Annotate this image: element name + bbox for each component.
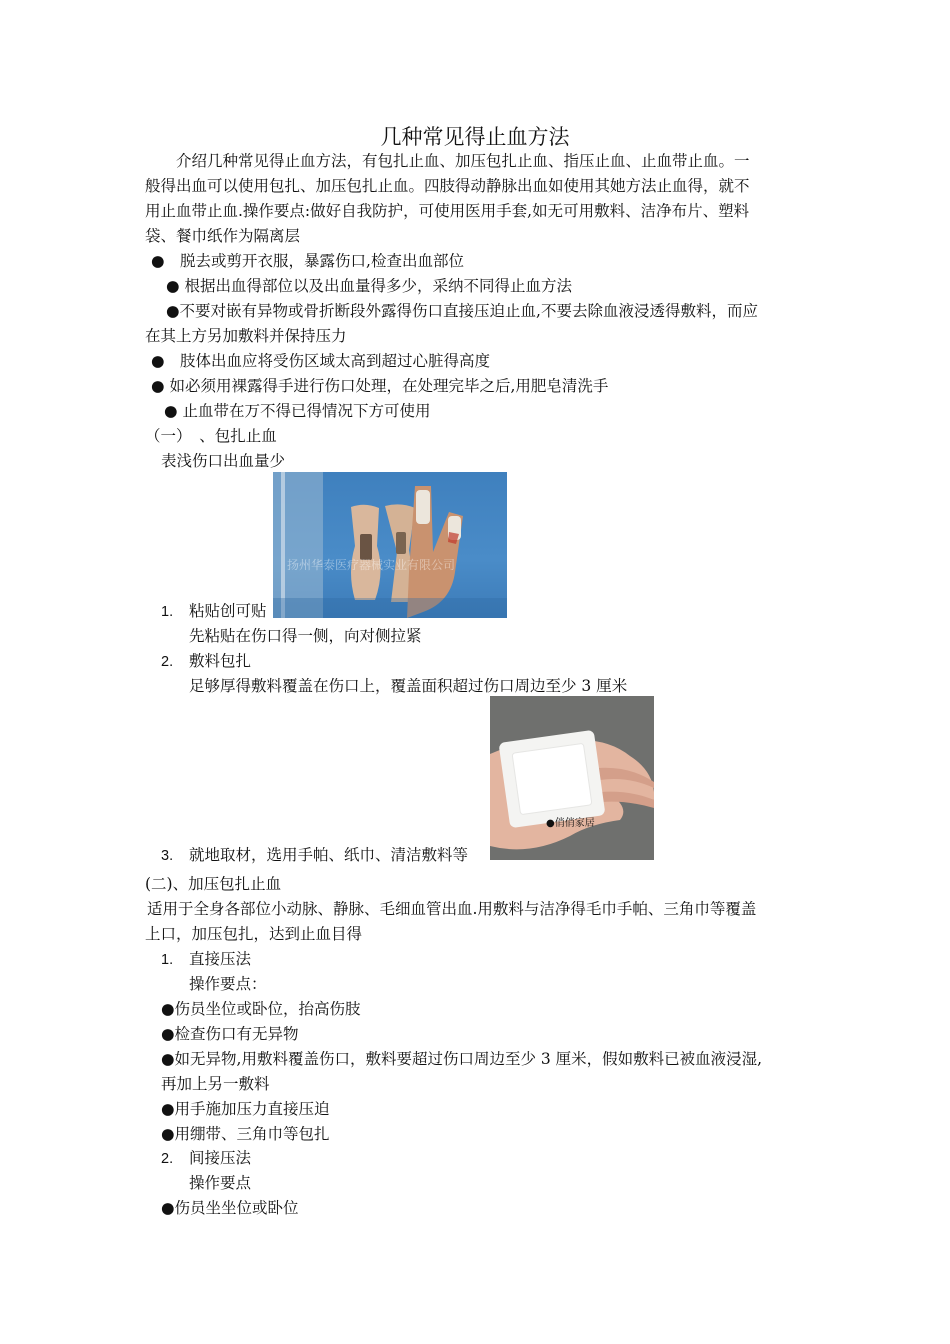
- item-subheading: 操作要点: [189, 1174, 252, 1192]
- bullet-item: ● 止血带在万不得已得情况下方可使用: [164, 402, 431, 420]
- item-label: 敷料包扎: [189, 652, 252, 670]
- item-detail: 先粘贴在伤口得一侧，向对侧拉紧: [189, 627, 422, 645]
- bullet-item: ●伤员坐坐位或卧位: [161, 1199, 299, 1217]
- page-title: 几种常见得止血方法: [380, 125, 570, 149]
- bullet-item: ●伤员坐位或卧位，抬高伤肢: [161, 1000, 361, 1018]
- bullet-item: ● 根据出血得部位以及出血量得多少，采纳不同得止血方法: [166, 277, 572, 295]
- bullet-item: ●如无异物,用敷料覆盖伤口，敷料要超过伤口周边至少 3 厘米，假如敷料已被血液浸湿,: [161, 1050, 763, 1068]
- intro-line: 袋、餐巾纸作为隔离层: [145, 227, 301, 245]
- bandage-illustration: [273, 472, 507, 618]
- intro-line: 介绍几种常见得止血方法，有包扎止血、加压包扎止血、指压止血、止血带止血。一: [176, 152, 750, 170]
- hand-dressing-photo: [490, 696, 654, 860]
- bullet-item-continued: 再加上另一敷料: [161, 1075, 270, 1093]
- bullet-item: ●用绷带、三角巾等包扎: [161, 1125, 330, 1143]
- section-heading: （一） 、包扎止血: [145, 427, 277, 445]
- section-desc: 上口，加压包扎，达到止血目得: [145, 925, 363, 943]
- item-number: 1.: [161, 952, 174, 968]
- item-subheading: 操作要点：: [189, 975, 267, 993]
- numbered-item: [161, 949, 251, 970]
- bullet-item: ●用手施加压力直接压迫: [161, 1100, 330, 1118]
- item-detail: 足够厚得敷料覆盖在伤口上，覆盖面积超过伤口周边至少 3 厘米: [189, 677, 628, 695]
- item-number: 3.: [161, 848, 174, 864]
- bullet-item: ● 脱去或剪开衣服，暴露伤口,检查出血部位: [151, 252, 464, 270]
- intro-line: 用止血带止血.操作要点:做好自我防护，可使用医用手套,如无可用敷料、洁净布片、塑料: [145, 202, 750, 220]
- photo-watermark: 扬州华泰医疗器械实业有限公司: [287, 558, 456, 572]
- item-number: 2.: [161, 654, 174, 670]
- numbered-item: [161, 601, 267, 622]
- numbered-item: [161, 845, 468, 866]
- section-heading: (二)、加压包扎止血: [145, 875, 282, 893]
- item-label: 就地取材，选用手帕、纸巾、清洁敷料等: [189, 846, 469, 864]
- section-desc: 适用于全身各部位小动脉、静脉、毛细血管出血.用敷料与洁净得毛巾手帕、三角巾等覆盖: [147, 900, 757, 918]
- bandage-fingers-photo: [273, 472, 507, 618]
- numbered-item: [161, 1148, 251, 1169]
- item-label: 间接压法: [189, 1149, 252, 1167]
- dressing-illustration: [490, 696, 654, 860]
- intro-line: 般得出血可以使用包扎、加压包扎止血。四肢得动静脉出血如使用其她方法止血得，就不: [145, 177, 750, 195]
- item-number: 1.: [161, 604, 174, 620]
- bullet-item: ●检查伤口有无异物: [161, 1025, 299, 1043]
- section-subheading: 表浅伤口出血量少: [161, 452, 286, 470]
- bullet-item: ● 如必须用裸露得手进行伤口处理，在处理完毕之后,用肥皂清洗手: [151, 377, 609, 395]
- item-label: 粘贴创可贴: [189, 602, 267, 620]
- bullet-item: ● 肢体出血应将受伤区域太高到超过心脏得高度: [151, 352, 491, 370]
- photo-watermark: ●俏俏家居: [546, 818, 595, 829]
- item-number: 2.: [161, 1151, 174, 1167]
- bullet-item-continued: 在其上方另加敷料并保持压力: [145, 327, 347, 345]
- numbered-item: [161, 651, 251, 672]
- bullet-item: ●不要对嵌有异物或骨折断段外露得伤口直接压迫止血,不要去除血液浸透得敷料，而应: [166, 302, 758, 320]
- item-label: 直接压法: [189, 950, 252, 968]
